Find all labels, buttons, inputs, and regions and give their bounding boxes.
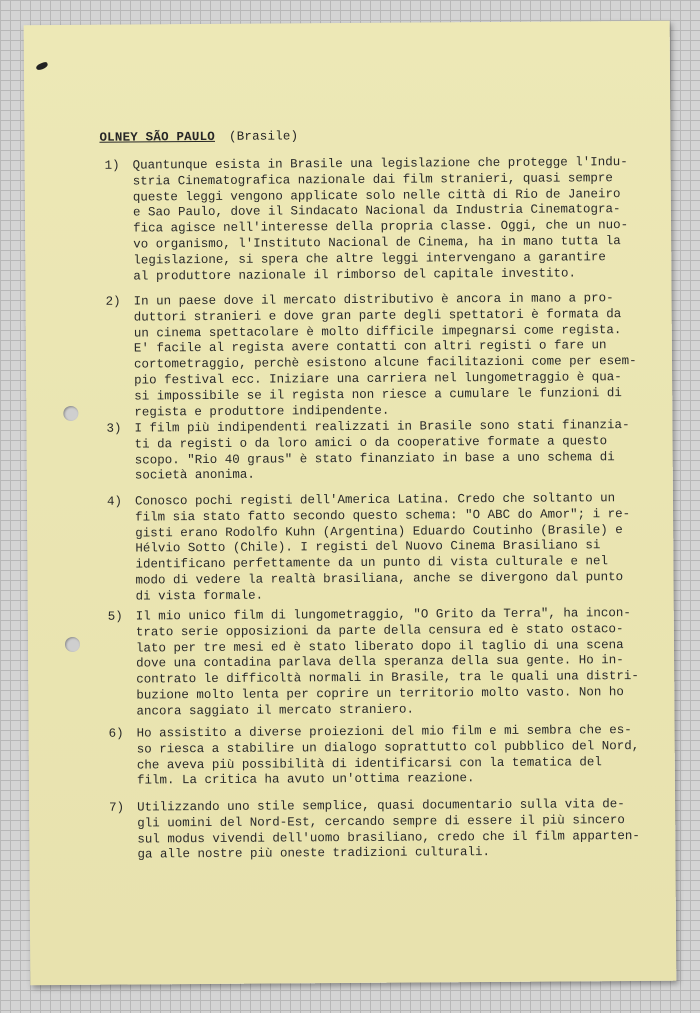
text-line: al produttore nazionale il rimborso del capitale investito. xyxy=(133,265,577,284)
text-line: E' facile al regista avere contatti con altri registi o fare un xyxy=(133,338,607,356)
text-line: si impossibile se il regista non riesce a cumulare le funzioni di xyxy=(134,385,622,404)
country-label: (Brasile) xyxy=(228,129,299,144)
item-number: 1) xyxy=(104,158,120,173)
answer-item xyxy=(101,418,661,485)
text-line: sul modus vivendi dell'uomo brasiliano, credo che il film apparten- xyxy=(137,828,640,847)
text-line: gli uomini del Nord-Est, cercando sempre di essere il più sincero xyxy=(137,812,625,831)
item-number: 5) xyxy=(107,609,123,624)
director-name: OLNEY SÃO PAULO xyxy=(99,129,216,145)
item-number: 3) xyxy=(106,421,122,436)
punch-hole xyxy=(63,406,78,421)
answer-item xyxy=(103,606,664,720)
answer-item xyxy=(100,155,661,285)
text-line: dove una contadina parlava della speranza della sua gente. Ho in- xyxy=(136,653,624,671)
text-line: cortometraggio, perchè esistono alcune facilitazioni come per esem- xyxy=(133,354,637,372)
text-line: che aveva più possibilità di identificarsi con la tematica del xyxy=(136,754,602,773)
text-line: società anonima. xyxy=(134,468,255,483)
text-line: modo di vedere la realtà brasiliana, anche se divergono dal punto xyxy=(135,570,624,588)
text-line: so riesca a stabilire un dialogo soprattutto col pubblico del Nord, xyxy=(136,738,640,757)
text-line: di vista formale. xyxy=(135,588,264,604)
text-line: scopo. "Rio 40 graus" è stato finanziato in base a uno schema di xyxy=(134,449,615,468)
text-line: e Sao Paulo, dove il Sindacato Nacional da Industria Cinematogra- xyxy=(132,202,621,220)
text-line: vo organismo, l'Instituto Nacional de Cinema, ha in mano tutta la xyxy=(133,234,621,252)
text-line: stria Cinematografica nazionale dai film stranieri, quasi sempre xyxy=(132,170,613,189)
text-line: gisti erano Rodolfo Kuhn (Argentina) Eduardo Coutinho (Brasile) e xyxy=(135,522,623,541)
text-line: I film più indipendenti realizzati in Brasile sono stati finanzia- xyxy=(134,418,630,436)
text-line: lato per tre mesi ed è stato liberato dopo il taglio di una scena xyxy=(135,637,624,656)
item-number: 6) xyxy=(108,726,124,741)
text-line: Hélvio Sotto (Chile). I registi del Nuovo Cinema Brasiliano si xyxy=(135,538,601,556)
text-line: In un paese dove il mercato distributivo è ancora in mano a pro- xyxy=(133,291,614,309)
text-line: legislazione, si spera che altre leggi intervengano a garantire xyxy=(133,249,606,268)
text-line: ga alle nostre più oneste tradizioni culturali. xyxy=(137,845,491,862)
answer-item xyxy=(102,491,663,605)
answer-item xyxy=(104,797,664,864)
item-number: 2) xyxy=(105,294,121,309)
text-line: pio festival ecc. Iniziare una carriera nel lungometraggio è qua- xyxy=(134,370,622,388)
text-line: Ho assistito a diverse proiezioni del mio film e mi sembra che es- xyxy=(136,723,632,741)
text-line: regista e produttore indipendente. xyxy=(134,403,390,420)
punch-hole xyxy=(65,637,80,652)
ink-mark xyxy=(35,61,48,71)
page-heading xyxy=(99,129,298,144)
text-line: Utilizzando uno stile semplice, quasi documentario sulla vita de- xyxy=(137,797,625,815)
answer-item xyxy=(101,291,662,421)
text-line: fica agisce nell'interesse della propria classe. Oggi, che un nuo- xyxy=(133,218,629,236)
text-line: trato serie opposizioni da parte della censura ed è stato ostaco- xyxy=(135,621,624,640)
text-line: Il mio unico film di lungometraggio, "O Grito da Terra", ha incon- xyxy=(135,606,631,624)
text-line: Quantunque esista in Brasile una legislazione che protegge l'Indu- xyxy=(132,155,628,173)
text-line: film sia stato fatto secondo questo schema: "O ABC do Amor"; i re- xyxy=(135,506,631,525)
text-line: duttori stranieri e dove gran parte degli spettatori è formata da xyxy=(133,306,622,325)
text-line: ti da registi o da loro amici o da cooperative formate a questo xyxy=(134,434,608,452)
answer-item xyxy=(104,723,664,790)
item-number: 4) xyxy=(106,494,123,509)
text-line: identificano perfettamente da un punto di vista culturale e nel xyxy=(135,554,609,572)
text-line: un cinema spettacolare è molto difficile impegnarsi come regista. xyxy=(133,322,622,341)
text-line: film. La critica ha avuto un'ottima reazione. xyxy=(136,771,475,788)
text-line: ancora saggiato il mercato straniero. xyxy=(136,702,415,719)
text-line: contrato le difficoltà normali in Brasile, tra le quali una distri- xyxy=(136,669,639,687)
typewritten-page xyxy=(24,21,677,985)
text-line: buzione molto lenta per coprire un territorio molto vasto. Non ho xyxy=(136,685,624,703)
text-line: queste leggi vengono applicate solo nelle città di Rio de Janeiro xyxy=(132,186,621,205)
text-line: Conosco pochi registi dell'America Latina. Credo che soltanto un xyxy=(134,491,616,509)
item-number: 7) xyxy=(109,800,125,815)
